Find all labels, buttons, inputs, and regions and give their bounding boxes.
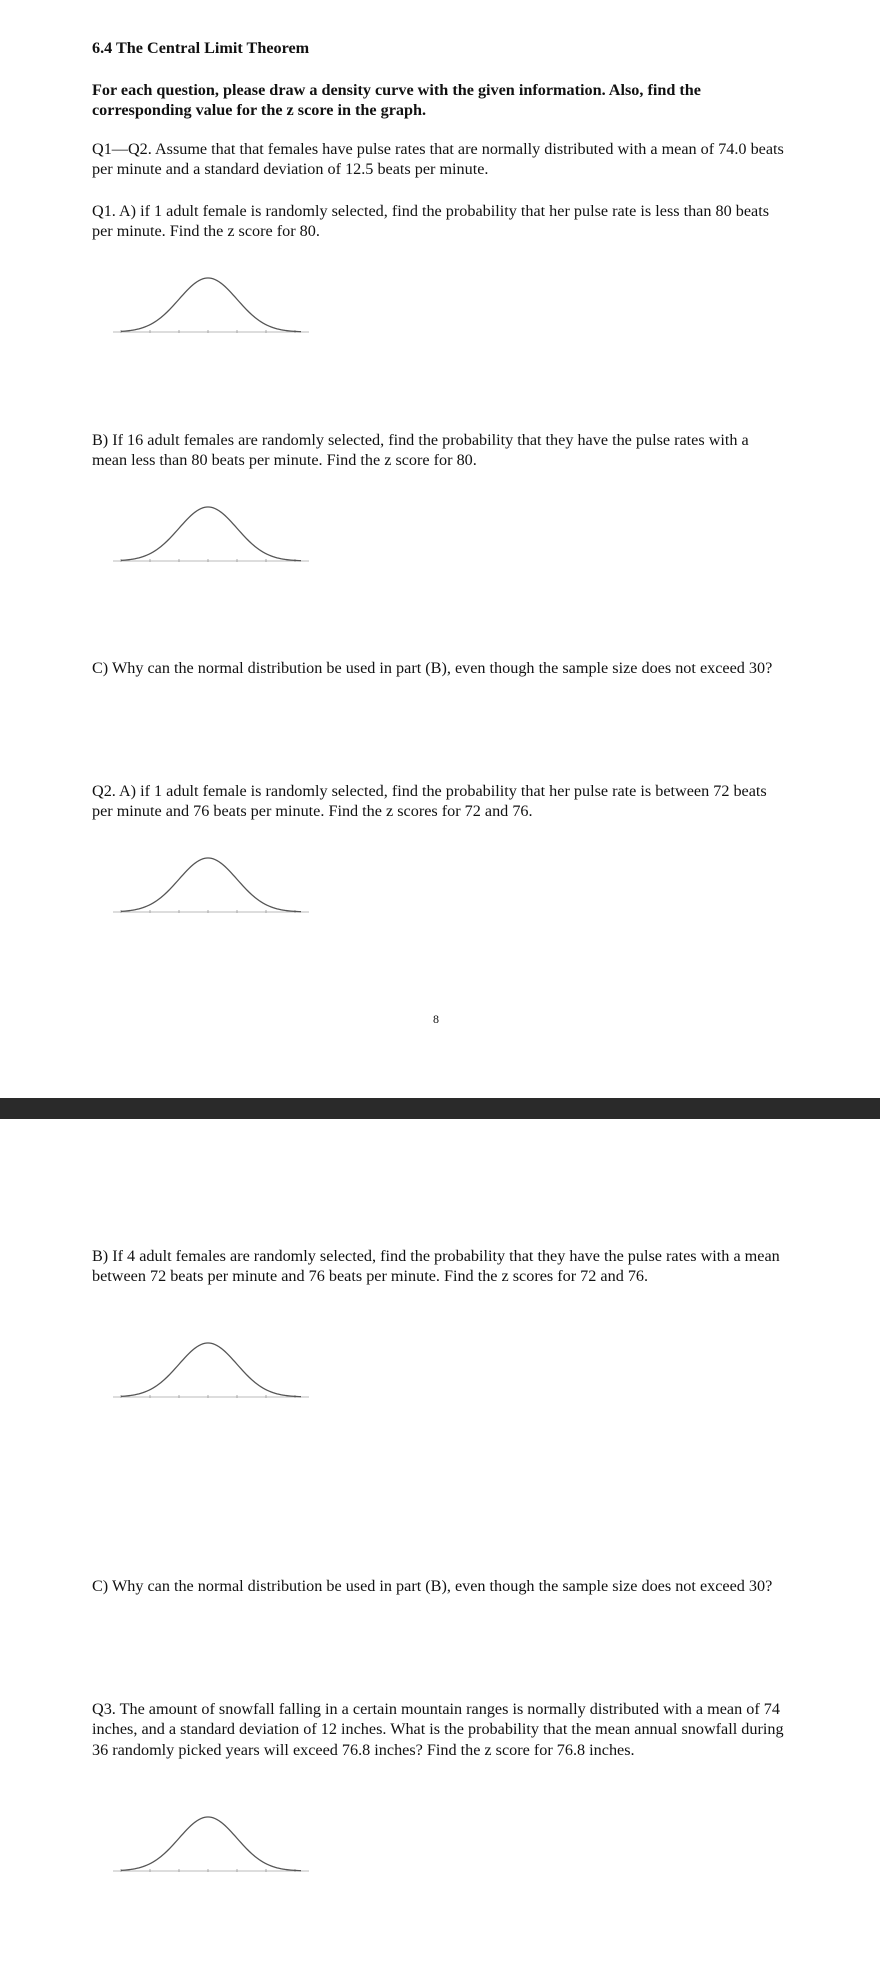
bell-curve bbox=[121, 1817, 301, 1871]
page-title: 6.4 The Central Limit Theorem bbox=[92, 39, 310, 57]
question-q1c: C) Why can the normal distribution be used in part (B), even though the sample size does not exceed 30? bbox=[92, 659, 773, 677]
bell-curve bbox=[121, 1343, 301, 1397]
normal-curve-figure bbox=[111, 1809, 311, 1875]
question-q1b: B) If 16 adult females are randomly selected, find the probability that they have the pulse rates with a mean less than 80 beats per minute. Find the z score for 80. bbox=[92, 431, 749, 470]
page-number: 8 bbox=[433, 1012, 439, 1026]
normal-curve-figure bbox=[111, 499, 311, 565]
bell-curve bbox=[121, 858, 301, 912]
normal-curve-figure bbox=[111, 270, 311, 336]
question-q2a: Q2. A) if 1 adult female is randomly selected, find the probability that her pulse rate is between 72 beats per minute and 76 beats per minute. Find the z scores for 72 and 76. bbox=[92, 782, 767, 821]
normal-curve-figure bbox=[111, 850, 311, 916]
bell-curve bbox=[121, 507, 301, 561]
q1-q2-intro: Q1—Q2. Assume that that females have pulse rates that are normally distributed with a mean of 74.0 beats per minute and a standard deviation of 12.5 beats per minute. bbox=[92, 140, 784, 179]
question-q1a: Q1. A) if 1 adult female is randomly selected, find the probability that her pulse rate is less than 80 beats per minute. Find the z score for 80. bbox=[92, 202, 769, 241]
bell-curve bbox=[121, 278, 301, 332]
question-q3: Q3. The amount of snowfall falling in a certain mountain ranges is normally distributed with a mean of 74 inches, and a standard deviation of 12 inches. What is the probability that the mean annual snowfall during 36 randomly picked years will exceed 76.8 inches? Find the z score for 76.8 inches. bbox=[92, 1700, 784, 1759]
instructions: For each question, please draw a density curve with the given information. Also, find the corresponding value for the z score in the graph. bbox=[92, 81, 701, 120]
normal-curve-figure bbox=[111, 1335, 311, 1401]
page-separator bbox=[0, 1098, 880, 1119]
question-q2c: C) Why can the normal distribution be used in part (B), even though the sample size does not exceed 30? bbox=[92, 1577, 773, 1595]
question-q2b: B) If 4 adult females are randomly selected, find the probability that they have the pulse rates with a mean between 72 beats per minute and 76 beats per minute. Find the z scores for 72 and 76. bbox=[92, 1247, 780, 1286]
